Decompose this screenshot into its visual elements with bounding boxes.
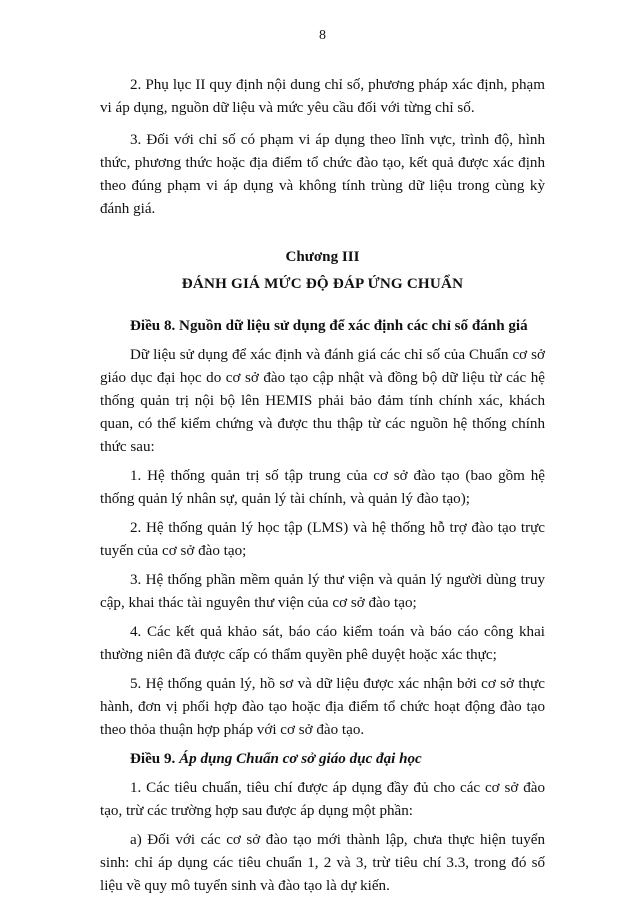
- article-8-item-5: 5. Hệ thống quản lý, hồ sơ và dữ liệu được xác nhận bởi cơ sở thực hành, đơn vị phối hợp đào tạo hoặc địa điểm tổ chức hoạt động đào tạo theo thỏa thuận hợp pháp với cơ sở đào tạo.: [100, 676, 545, 738]
- article-8-item-3: 3. Hệ thống phần mềm quản lý thư viện và quản lý người dùng truy cập, khai thác tài nguyên thư viện của cơ sở đào tạo;: [100, 572, 545, 611]
- paragraph-scope-rule: 3. Đối với chỉ số có phạm vi áp dụng theo lĩnh vực, trình độ, hình thức, phương thức hoặc địa điểm tổ chức đào tạo, kết quả được xác định theo đúng phạm vi áp dụng và không tính trùng dữ liệu trong cùng kỳ đánh giá.: [100, 132, 545, 217]
- chapter-heading: [100, 249, 545, 293]
- chapter-title: ĐÁNH GIÁ MỨC ĐỘ ĐÁP ỨNG CHUẨN: [181, 276, 464, 292]
- article-8-item-4: 4. Các kết quả khảo sát, báo cáo kiểm toán và báo cáo công khai thường niên đã được cấp có thẩm quyền phê duyệt hoặc xác thực;: [100, 624, 545, 663]
- article-9-item-1: 1. Các tiêu chuẩn, tiêu chí được áp dụng đầy đủ cho các cơ sở đào tạo, trừ các trường hợp sau được áp dụng một phần:: [100, 780, 545, 819]
- article-8-heading: Điều 8. Nguồn dữ liệu sử dụng để xác định các chỉ số đánh giá: [130, 318, 528, 334]
- article-9-heading: [100, 748, 545, 771]
- article-9-number: Điều 9.: [130, 751, 176, 767]
- page-number: 8: [319, 28, 326, 43]
- article-8-item-1: 1. Hệ thống quản trị số tập trung của cơ sở đào tạo (bao gồm hệ thống quản lý nhân sự, quản lý tài chính, và quản lý đào tạo);: [100, 468, 545, 507]
- article-9-item-a: a) Đối với các cơ sở đào tạo mới thành lập, chưa thực hiện tuyển sinh: chỉ áp dụng các tiêu chuẩn 1, 2 và 3, trừ tiêu chí 3.3, trong đó số liệu về quy mô tuyển sinh và đào tạo là dự kiến.: [100, 832, 545, 894]
- article-8-intro: Dữ liệu sử dụng để xác định và đánh giá các chỉ số của Chuẩn cơ sở giáo dục đại học do cơ sở đào tạo cập nhật và đồng bộ dữ liệu từ các hệ thống quản trị nội bộ lên HEMIS phải bảo đảm tính chính xác, khách quan, có thể kiểm chứng và được thu thập từ các nguồn hệ thống chính thức sau:: [100, 347, 545, 455]
- chapter-number: Chương III: [285, 249, 360, 265]
- paragraph-annex-ii: 2. Phụ lục II quy định nội dung chỉ số, phương pháp xác định, phạm vi áp dụng, nguồn dữ liệu và mức yêu cầu đối với từng chỉ số.: [100, 77, 545, 116]
- article-9-title: Áp dụng Chuẩn cơ sở giáo dục đại học: [179, 751, 422, 767]
- article-8-item-2: 2. Hệ thống quản lý học tập (LMS) và hệ thống hỗ trợ đào tạo trực tuyến của cơ sở đào tạo;: [100, 520, 545, 559]
